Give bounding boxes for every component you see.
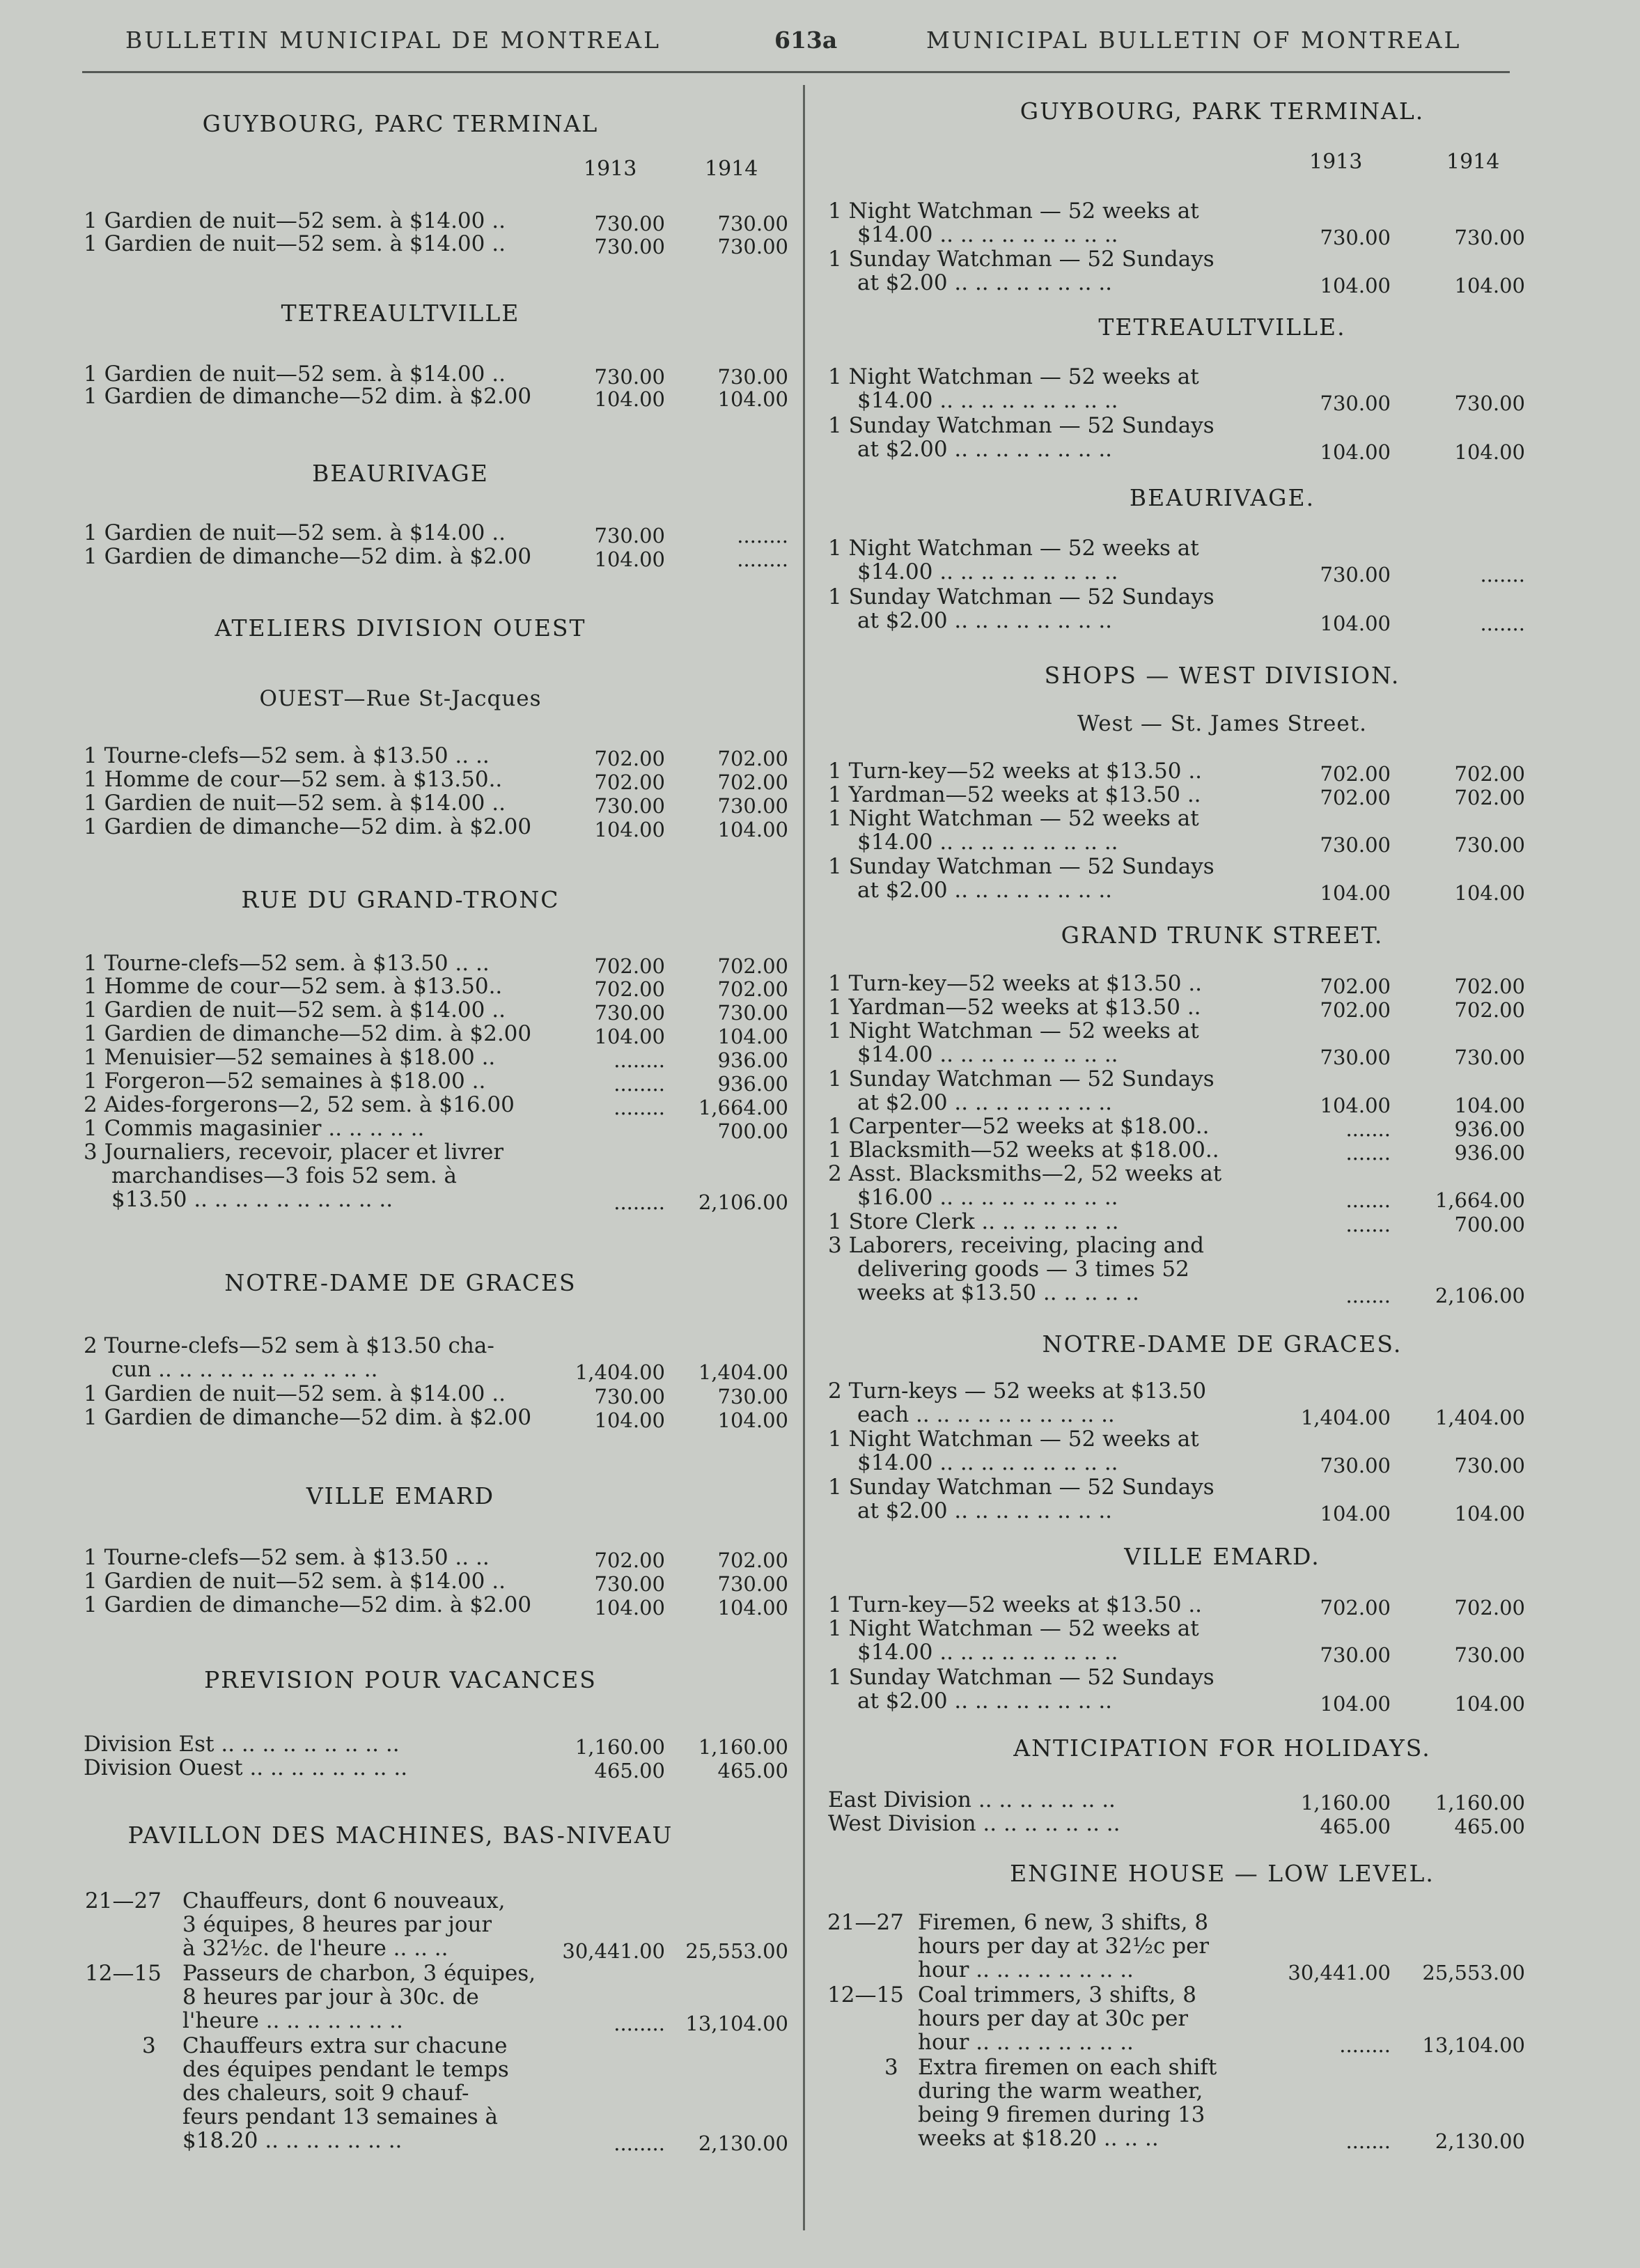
value-1913: ........ [614, 1096, 665, 1119]
value-1914: 1,664.00 [1435, 1188, 1525, 1212]
row-description-line: $16.00 .. .. .. .. .. .. .. .. .. [857, 1186, 1118, 1210]
year-1914-header: 1914 [705, 157, 758, 181]
row-description-line: 1 Night Watchman — 52 weeks at [828, 365, 1199, 389]
row-description-line: 1 Gardien de nuit—52 sem. à $14.00 .. [84, 998, 506, 1023]
value-1914: 702.00 [717, 977, 788, 1001]
value-1913: ........ [614, 1190, 665, 1214]
section-title: PAVILLON DES MACHINES, BAS-NIVEAU [127, 1822, 673, 1849]
value-1914: 1,664.00 [698, 1096, 788, 1119]
row-description-line: 1 Sunday Watchman — 52 Sundays [828, 1665, 1215, 1690]
row-description-line: 1 Night Watchman — 52 weeks at [828, 807, 1199, 831]
value-1914: 730.00 [717, 1572, 788, 1596]
value-1914: 1,404.00 [698, 1360, 788, 1384]
value-1914: 730.00 [717, 794, 788, 818]
value-1914: 730.00 [1454, 833, 1525, 857]
value-1913: 730.00 [1320, 391, 1391, 415]
value-1913: 730.00 [1320, 833, 1391, 857]
value-1913: 702.00 [594, 977, 665, 1001]
row-description-line: 1 Gardien de dimanche—52 dim. à $2.00 [84, 815, 532, 839]
section-title: GRAND TRUNK STREET. [1061, 922, 1384, 949]
value-1914: 104.00 [1454, 1692, 1525, 1716]
row-description-line: Firemen, 6 new, 3 shifts, 8 [918, 1911, 1209, 1935]
row-description-line: at $2.00 .. .. .. .. .. .. .. .. [857, 271, 1113, 295]
value-1913: 104.00 [1320, 612, 1391, 635]
value-1914: 730.00 [717, 212, 788, 235]
value-1914: 13,104.00 [1422, 2033, 1525, 2057]
row-description-line: 1 Gardien de nuit—52 sem. à $14.00 .. [84, 232, 506, 256]
row-description-line: 1 Yardman—52 weeks at $13.50 .. [828, 783, 1201, 807]
row-description-line: à 32½c. de l'heure .. .. .. [182, 1936, 448, 1961]
row-description-line: 1 Night Watchman — 52 weeks at [828, 199, 1199, 224]
row-description-line: Coal trimmers, 3 shifts, 8 [918, 1983, 1197, 2007]
value-1913: 702.00 [1320, 762, 1391, 786]
row-description-line: 1 Commis magasinier .. .. .. .. .. [84, 1117, 425, 1141]
value-1913: 702.00 [1320, 786, 1391, 809]
value-1913: 465.00 [1320, 1815, 1391, 1838]
row-description-line: East Division .. .. .. .. .. .. .. [828, 1788, 1116, 1812]
row-description-line: 1 Gardien de nuit—52 sem. à $14.00 .. [84, 209, 506, 233]
row-description-line: 1 Sunday Watchman — 52 Sundays [828, 1067, 1215, 1092]
row-description-line: $14.00 .. .. .. .. .. .. .. .. .. [857, 1043, 1118, 1067]
row-description-line: 1 Gardien de dimanche—52 dim. à $2.00 [84, 385, 532, 409]
row-description-line: 1 Sunday Watchman — 52 Sundays [828, 414, 1215, 438]
value-1914: 702.00 [717, 747, 788, 770]
row-description-line: des équipes pendant le temps [182, 2058, 509, 2082]
value-1914: 702.00 [1454, 786, 1525, 809]
value-1914: 104.00 [1454, 274, 1525, 297]
value-1914: 104.00 [717, 818, 788, 841]
row-description-line: Extra firemen on each shift [918, 2056, 1217, 2080]
value-1914: 700.00 [1454, 1213, 1525, 1236]
value-1913: 702.00 [1320, 974, 1391, 998]
row-quantity: 12—15 [827, 1982, 904, 2007]
section-subtitle: West — St. James Street. [1077, 711, 1368, 736]
row-description-line: 1 Sunday Watchman — 52 Sundays [828, 855, 1215, 879]
section-title: NOTRE-DAME DE GRACES. [1042, 1330, 1403, 1358]
section-title: TETREAULTVILLE. [1098, 313, 1346, 341]
row-quantity: 3 [142, 2033, 156, 2058]
value-1913: 104.00 [594, 387, 665, 411]
value-1913: 104.00 [1320, 1692, 1391, 1716]
value-1914: 730.00 [717, 365, 788, 389]
value-1913: 104.00 [594, 1596, 665, 1620]
row-description-line: 1 Turn-key—52 weeks at $13.50 .. [828, 759, 1203, 784]
row-description-line: Division Est .. .. .. .. .. .. .. .. .. [84, 1732, 400, 1757]
value-1914: 702.00 [717, 770, 788, 794]
row-description-line: at $2.00 .. .. .. .. .. .. .. .. [857, 437, 1113, 462]
value-1914: 104.00 [1454, 1094, 1525, 1117]
value-1914: 702.00 [1454, 998, 1525, 1022]
row-description-line: delivering goods — 3 times 52 [857, 1257, 1189, 1282]
year-1914-header: 1914 [1446, 150, 1500, 174]
value-1913: 730.00 [1320, 1046, 1391, 1069]
row-description-line: des chaleurs, soit 9 chauf- [182, 2081, 469, 2106]
value-1914: 730.00 [1454, 226, 1525, 249]
row-description-line: 1 Tourne-clefs—52 sem. à $13.50 .. .. [84, 744, 490, 768]
value-1913: 1,160.00 [1300, 1791, 1391, 1815]
section-title: RUE DU GRAND-TRONC [241, 886, 560, 913]
year-1913-header: 1913 [584, 157, 637, 181]
row-description-line: 1 Gardien de dimanche—52 dim. à $2.00 [84, 1593, 532, 1617]
row-description-line: 1 Turn-key—52 weeks at $13.50 .. [828, 972, 1203, 996]
value-1913: 730.00 [594, 235, 665, 258]
value-1914: 465.00 [717, 1759, 788, 1782]
value-1913: 702.00 [1320, 998, 1391, 1022]
row-description-line: 3 Laborers, receiving, placing and [828, 1234, 1204, 1258]
value-1913: 104.00 [1320, 1502, 1391, 1525]
value-1913: 730.00 [594, 212, 665, 235]
row-description-line: 2 Asst. Blacksmiths—2, 52 weeks at [828, 1162, 1222, 1186]
value-1913: ....... [1345, 2129, 1391, 2153]
value-1914: 465.00 [1454, 1815, 1525, 1838]
header-right: MUNICIPAL BULLETIN OF MONTREAL [926, 26, 1462, 54]
value-1913: 1,160.00 [575, 1735, 665, 1759]
value-1913: 104.00 [1320, 440, 1391, 464]
value-1913: 730.00 [594, 524, 665, 547]
value-1914: 730.00 [1454, 1643, 1525, 1667]
section-title: VILLE EMARD [306, 1482, 495, 1509]
row-description-line: hour .. .. .. .. .. .. .. .. [918, 2030, 1134, 2055]
row-description-line: at $2.00 .. .. .. .. .. .. .. .. [857, 609, 1113, 633]
value-1914: 13,104.00 [685, 2012, 788, 2035]
value-1914: 1,160.00 [1435, 1791, 1525, 1815]
value-1914: 936.00 [1454, 1117, 1525, 1141]
value-1913: ........ [614, 1072, 665, 1096]
value-1914: 104.00 [1454, 440, 1525, 464]
section-title: PREVISION POUR VACANCES [204, 1666, 597, 1693]
value-1913: ....... [1345, 1284, 1391, 1307]
row-description-line: at $2.00 .. .. .. .. .. .. .. .. [857, 1689, 1113, 1714]
value-1914: 730.00 [717, 1385, 788, 1408]
value-1914: 702.00 [717, 1548, 788, 1572]
value-1913: 730.00 [1320, 1454, 1391, 1477]
row-description-line: $14.00 .. .. .. .. .. .. .. .. .. [857, 830, 1118, 855]
value-1913: 104.00 [1320, 881, 1391, 905]
row-description-line: 1 Carpenter—52 weeks at $18.00.. [828, 1114, 1210, 1139]
row-description-line: 1 Turn-key—52 weeks at $13.50 .. [828, 1593, 1203, 1617]
value-1913: ........ [614, 2012, 665, 2035]
row-description-line: $14.00 .. .. .. .. .. .. .. .. .. [857, 1451, 1118, 1475]
value-1913: 104.00 [594, 1025, 665, 1048]
value-1913: 702.00 [594, 747, 665, 770]
value-1913: 730.00 [1320, 1643, 1391, 1667]
row-description-line: Division Ouest .. .. .. .. .. .. .. .. [84, 1756, 408, 1780]
value-1914: 1,160.00 [698, 1735, 788, 1759]
row-description-line: 1 Gardien de nuit—52 sem. à $14.00 .. [84, 1382, 506, 1406]
value-1913: 730.00 [594, 365, 665, 389]
value-1913: 30,441.00 [1288, 1961, 1391, 1984]
row-description-line: 1 Homme de cour—52 sem. à $13.50.. [84, 974, 503, 999]
year-1913-header: 1913 [1309, 150, 1363, 174]
row-description-line: 1 Sunday Watchman — 52 Sundays [828, 247, 1215, 272]
value-1913: ....... [1345, 1117, 1391, 1141]
value-1913: 730.00 [1320, 226, 1391, 249]
row-description-line: $14.00 .. .. .. .. .. .. .. .. .. [857, 223, 1118, 247]
row-description-line: 1 Gardien de dimanche—52 dim. à $2.00 [84, 1022, 532, 1046]
value-1913: 702.00 [594, 954, 665, 978]
row-quantity: 21—27 [85, 1888, 162, 1913]
value-1914: 730.00 [1454, 1046, 1525, 1069]
row-description-line: weeks at $13.50 .. .. .. .. .. [857, 1281, 1139, 1305]
section-title: GUYBOURG, PARK TERMINAL. [1020, 98, 1425, 125]
value-1914: 2,130.00 [698, 2131, 788, 2155]
row-description-line: $18.20 .. .. .. .. .. .. .. [182, 2129, 403, 2153]
row-description-line: 2 Aides-forgerons—2, 52 sem. à $16.00 [84, 1093, 515, 1117]
row-description-line: cun .. .. .. .. .. .. .. .. .. .. .. [111, 1358, 378, 1382]
row-description-line: 3 équipes, 8 heures par jour [182, 1913, 492, 1937]
value-1914: 2,106.00 [1435, 1284, 1525, 1307]
value-1914: 1,404.00 [1435, 1406, 1525, 1429]
value-1913: 730.00 [594, 794, 665, 818]
section-title: GUYBOURG, PARC TERMINAL [202, 110, 599, 137]
row-description-line: 2 Tourne-clefs—52 sem à $13.50 cha- [84, 1334, 494, 1358]
row-description-line: each .. .. .. .. .. .. .. .. .. .. [857, 1403, 1115, 1427]
row-description-line: 1 Night Watchman — 52 weeks at [828, 1427, 1199, 1452]
row-description-line: 1 Gardien de nuit—52 sem. à $14.00 .. [84, 791, 506, 816]
value-1913: 30,441.00 [562, 1939, 665, 1963]
value-1913: ....... [1345, 1141, 1391, 1165]
row-description-line: 1 Forgeron—52 semaines à $18.00 .. [84, 1069, 486, 1094]
row-description-line: l'heure .. .. .. .. .. .. .. [182, 2009, 403, 2033]
row-description-line: 3 Journaliers, recevoir, placer et livrer [84, 1140, 504, 1165]
row-description-line: Passeurs de charbon, 3 équipes, [182, 1962, 536, 1986]
value-1913: 702.00 [594, 1548, 665, 1572]
section-title: SHOPS — WEST DIVISION. [1044, 662, 1400, 689]
row-description-line: being 9 firemen during 13 [918, 2103, 1205, 2127]
row-description-line: West Division .. .. .. .. .. .. .. [828, 1812, 1120, 1836]
value-1913: 465.00 [594, 1759, 665, 1782]
row-description-line: 1 Yardman—52 weeks at $13.50 .. [828, 995, 1201, 1020]
value-1913: 104.00 [1320, 274, 1391, 297]
value-1914: 936.00 [717, 1048, 788, 1072]
row-description-line: 1 Gardien de dimanche—52 dim. à $2.00 [84, 1406, 532, 1430]
value-1913: ....... [1345, 1213, 1391, 1236]
value-1914: 936.00 [717, 1072, 788, 1096]
value-1914: 702.00 [1454, 1596, 1525, 1620]
value-1913: 104.00 [594, 1408, 665, 1432]
row-quantity: 3 [884, 2055, 898, 2080]
row-description-line: $13.50 .. .. .. .. .. .. .. .. .. .. [111, 1188, 393, 1212]
value-1914: 730.00 [1454, 1454, 1525, 1477]
value-1913: ........ [614, 2131, 665, 2155]
value-1914: ........ [737, 547, 788, 571]
row-description-line: 1 Gardien de dimanche—52 dim. à $2.00 [84, 545, 532, 569]
value-1913: 730.00 [1320, 563, 1391, 587]
row-description-line: 8 heures par jour à 30c. de [182, 1985, 479, 2010]
row-description-line: weeks at $18.20 .. .. .. [918, 2127, 1159, 2151]
row-description-line: $14.00 .. .. .. .. .. .. .. .. .. [857, 389, 1118, 413]
section-title: NOTRE-DAME DE GRACES [224, 1269, 577, 1296]
section-title: ENGINE HOUSE — LOW LEVEL. [1010, 1860, 1435, 1887]
value-1914: 104.00 [717, 1408, 788, 1432]
value-1913: ....... [1345, 1188, 1391, 1212]
row-description-line: 1 Sunday Watchman — 52 Sundays [828, 585, 1215, 609]
row-description-line: 1 Gardien de nuit—52 sem. à $14.00 .. [84, 521, 506, 545]
value-1913: 104.00 [594, 547, 665, 571]
value-1914: ........ [737, 524, 788, 547]
section-title: BEAURIVAGE. [1129, 484, 1315, 511]
page-number: 613a [774, 26, 838, 54]
row-description-line: 1 Gardien de nuit—52 sem. à $14.00 .. [84, 1569, 506, 1594]
section-title: BEAURIVAGE [312, 460, 489, 487]
row-quantity: 12—15 [85, 1961, 162, 1986]
value-1914: 104.00 [717, 1596, 788, 1620]
row-description-line: 1 Menuisier—52 semaines à $18.00 .. [84, 1046, 496, 1070]
row-description-line: marchandises—3 fois 52 sem. à [111, 1164, 457, 1188]
value-1914: 730.00 [717, 235, 788, 258]
value-1914: 730.00 [717, 1001, 788, 1025]
row-quantity: 21—27 [827, 1910, 904, 1935]
value-1914: 104.00 [717, 387, 788, 411]
value-1914: 700.00 [717, 1119, 788, 1143]
value-1913: 730.00 [594, 1572, 665, 1596]
row-description-line: 1 Store Clerk .. .. .. .. .. .. .. [828, 1210, 1119, 1234]
value-1913: ........ [1339, 2033, 1391, 2057]
row-description-line: hours per day at 32½c per [918, 1934, 1210, 1959]
value-1913: 702.00 [594, 770, 665, 794]
value-1914: 25,553.00 [1422, 1961, 1525, 1984]
row-description-line: hour .. .. .. .. .. .. .. .. [918, 1958, 1134, 1982]
row-description-line: 1 Night Watchman — 52 weeks at [828, 536, 1199, 561]
row-description-line: 1 Night Watchman — 52 weeks at [828, 1617, 1199, 1641]
value-1914: 104.00 [1454, 1502, 1525, 1525]
section-title: TETREAULTVILLE [281, 300, 520, 327]
row-description-line: 1 Blacksmith—52 weeks at $18.00.. [828, 1138, 1219, 1163]
section-title: ATELIERS DIVISION OUEST [214, 614, 586, 642]
row-description-line: 1 Tourne-clefs—52 sem. à $13.50 .. .. [84, 1546, 490, 1570]
value-1914: ....... [1480, 563, 1525, 587]
value-1914: 104.00 [1454, 881, 1525, 905]
value-1913: ........ [614, 1048, 665, 1072]
value-1913: 730.00 [594, 1001, 665, 1025]
value-1914: 936.00 [1454, 1141, 1525, 1165]
row-description-line: Chauffeurs extra sur chacune [182, 2034, 508, 2058]
value-1913: 702.00 [1320, 1596, 1391, 1620]
section-subtitle: OUEST—Rue St-Jacques [259, 686, 542, 711]
english-column [808, 0, 1637, 2268]
value-1914: 730.00 [1454, 391, 1525, 415]
row-description-line: 1 Night Watchman — 52 weeks at [828, 1019, 1199, 1043]
value-1914: 2,106.00 [698, 1190, 788, 1214]
header-left: BULLETIN MUNICIPAL DE MONTREAL [125, 26, 662, 54]
value-1914: 702.00 [1454, 762, 1525, 786]
section-title: VILLE EMARD. [1124, 1543, 1320, 1570]
row-description-line: at $2.00 .. .. .. .. .. .. .. .. [857, 878, 1113, 903]
row-description-line: 1 Gardien de nuit—52 sem. à $14.00 .. [84, 362, 506, 387]
row-description-line: Chauffeurs, dont 6 nouveaux, [182, 1889, 506, 1913]
value-1913: 1,404.00 [1300, 1406, 1391, 1429]
value-1913: 1,404.00 [575, 1360, 665, 1384]
value-1913: 104.00 [1320, 1094, 1391, 1117]
row-description-line: 1 Sunday Watchman — 52 Sundays [828, 1475, 1215, 1500]
value-1914: 104.00 [717, 1025, 788, 1048]
value-1913: 104.00 [594, 818, 665, 841]
value-1913: 730.00 [594, 1385, 665, 1408]
value-1914: 702.00 [1454, 974, 1525, 998]
row-description-line: $14.00 .. .. .. .. .. .. .. .. .. [857, 560, 1118, 584]
row-description-line: $14.00 .. .. .. .. .. .. .. .. .. [857, 1640, 1118, 1665]
section-title: ANTICIPATION FOR HOLIDAYS. [1013, 1734, 1431, 1762]
row-description-line: 1 Homme de cour—52 sem. à $13.50.. [84, 768, 503, 792]
row-description-line: 2 Turn-keys — 52 weeks at $13.50 [828, 1379, 1207, 1404]
row-description-line: hours per day at 30c per [918, 2007, 1189, 2031]
row-description-line: at $2.00 .. .. .. .. .. .. .. .. [857, 1091, 1113, 1115]
value-1914: ....... [1480, 612, 1525, 635]
row-description-line: during the warm weather, [918, 2079, 1203, 2104]
french-column [0, 0, 794, 2268]
row-description-line: at $2.00 .. .. .. .. .. .. .. .. [857, 1499, 1113, 1523]
value-1914: 2,130.00 [1435, 2129, 1525, 2153]
row-description-line: 1 Tourne-clefs—52 sem. à $13.50 .. .. [84, 952, 490, 976]
row-description-line: feurs pendant 13 semaines à [182, 2105, 499, 2129]
value-1914: 25,553.00 [685, 1939, 788, 1963]
column-divider [803, 85, 805, 2230]
value-1914: 702.00 [717, 954, 788, 978]
